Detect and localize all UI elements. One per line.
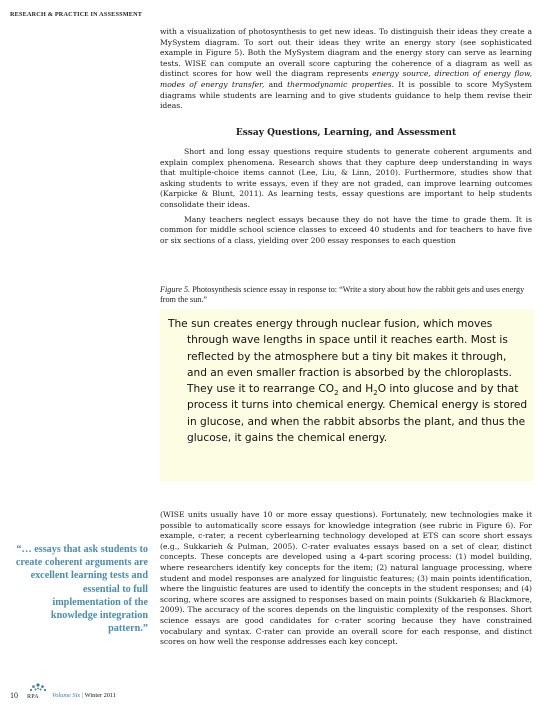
intro-text: with a visualization of photosynthesis to get new ideas. To distinguish their ideas they create a MySystem diagram. To sort out their ideas they write an energy story (see sophisticated example in Figure 5). Both the MySystem diagram and the energy story can serve as learning tests. WISE can compute an overall score capturing the coherence of a diagram as well as distinct scores for how well the diagram represents [160,27,532,79]
running-head: RESEARCH & PRACTICE IN ASSESSMENT [10,11,143,18]
section-heading: Essay Questions, Learning, and Assessment [235,128,457,138]
figure-caption [160,285,532,305]
essay-text: The sun creates energy through nuclear fusion, which moves through wave lengths in space until it reaches earth. Most is reflected by the atmosphere but a tiny bit makes it through, and an even smaller fraction is absorbed by the chloroplasts. They use it to rearrange $CO_2$ and $H_2O$ into glucose and by that process it turns into chemical energy. Chemical energy is stored in glucose, and when the rabbit absorbs the plant, and thus the glucose, it gains the chemical energy. [168,318,528,445]
logo-text: RPA [27,694,39,700]
essay-figure [160,309,534,481]
figure-caption-text: Photosynthesis science essay in response to: “Write a story about how the rabbit gets and uses energy from the sun.” [160,285,525,305]
intro-paragraph [160,27,532,112]
pull-quote: “… essays that ask students to create coherent arguments are excellent learning tests and essential to full implementation of the knowledge integration pattern.” [15,544,148,635]
section-paragraph-2: Many teachers neglect essays because they do not have the time to grade them. It is common for middle school science classes to exceed 40 students and for teachers to have five or six sections of a class, yielding over 200 essay responses to each question [160,214,532,245]
figure-label: Figure 5. [160,285,191,294]
intro-text-mid: and [264,79,288,89]
bottom-paragraph: (WISE units usually have 10 or more essay questions). Fortunately, new technologies make it possible to automatically score essays for knowledge integration (see rubric in Figure 6). For example, c-rater, a recent cyberlearning technology developed at ETS can score short essays (e.g., Sukkarieh & Pulman, 2005). C-rater evaluates essays based on a set of clear, distinct concepts. These concepts are developed using a 4-part scoring process: (1) model building, where researchers identify key concepts for the item; (2) natural language processing, where student and model responses are analyzed for linguistic features; (3) main points identification, where the linguistic features are used to identify the concepts in the student responses; and (4) scoring, where scores are assigned to responses based on main points (Sukkarieh & Blackmore, 2009). The accuracy of the scores depends on the linguistic complexity of the responses. Short science essays are good candidates for c-rater scoring because they have constrained vocabulary and syntax. C-rater can provide an overall score for each response, and distinct scores on how well the response addresses each key concept. [160,510,532,647]
rpa-logo-icon [27,682,49,704]
page-footer [10,681,210,705]
intro-text-end: . It is possible to score MySystem diagrams while students are learning and to give students guidance to help them revise their ideas. [160,79,533,111]
section-paragraph-1: Short and long essay questions require students to generate coherent arguments and explain complex phenomena. Research shows that they capture deep understanding in ways that multiple-choice items cannot (Lee, Liu, & Linn, 2010). Furthermore, studies show that asking students to write essays, even if they are not graded, can improve learning outcomes (Karpicke & Blunt, 2011). As learning tests, essay questions are important to help students consolidate their ideas. [160,147,532,209]
intro-term-1: energy source, direction of energy flow, modes of energy transfer, [160,69,532,89]
intro-term-2: thermodynamic properties [287,79,392,89]
section-body [160,147,532,246]
issue-info: Volume Six | Winter 2011 [52,692,117,699]
page-number: 10 [10,691,18,700]
